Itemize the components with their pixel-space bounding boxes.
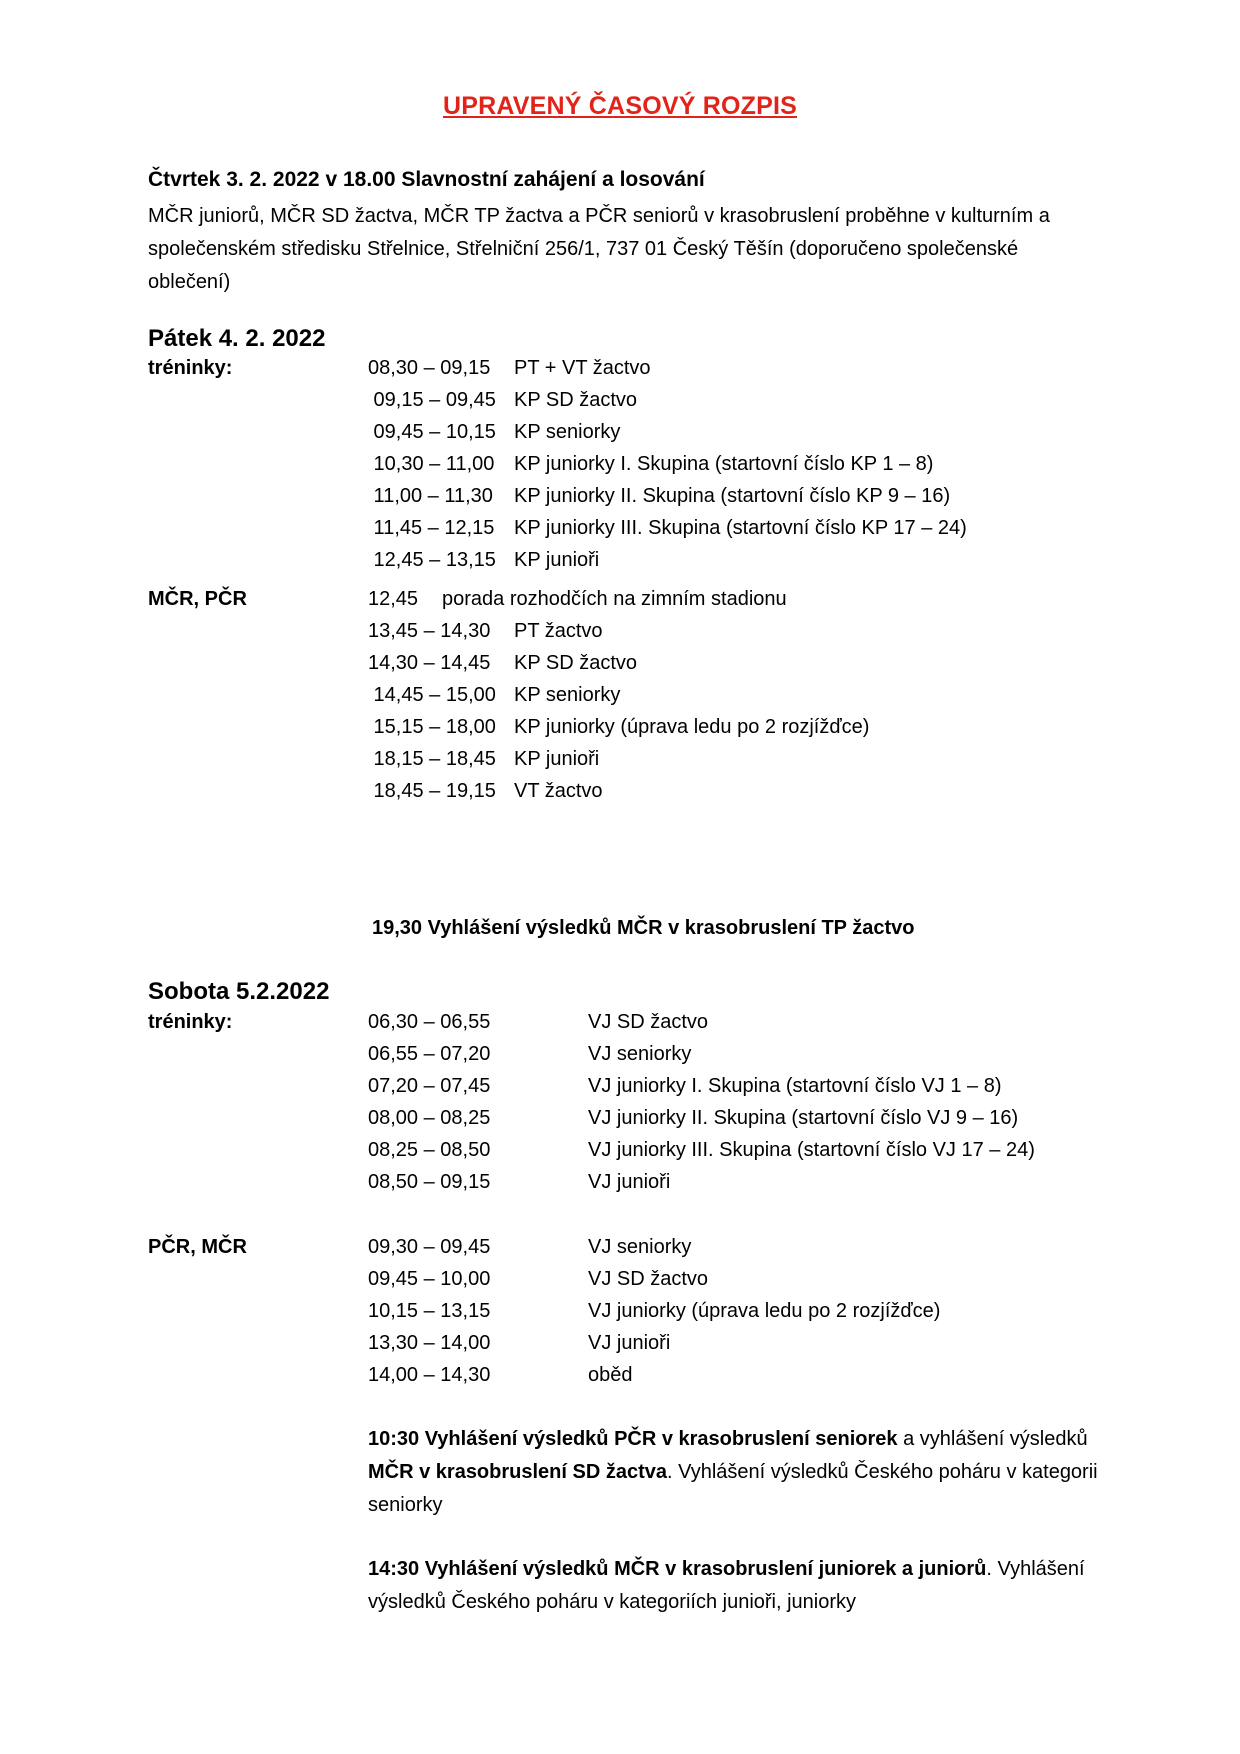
schedule-description: VJ junioři: [588, 1332, 671, 1354]
friday-heading: Pátek 4. 2. 2022: [148, 325, 326, 352]
schedule-time: 14,45 – 15,00: [368, 684, 496, 706]
note-bold-text: 14:30 Vyhlášení výsledků MČR v krasobruslení juniorek a juniorů: [368, 1558, 987, 1580]
schedule-description: KP junioři: [514, 549, 600, 571]
schedule-description: KP seniorky: [514, 684, 621, 706]
schedule-description: KP juniorky I. Skupina (startovní číslo KP 1 – 8): [514, 453, 934, 475]
saturday-note-1430: [368, 1553, 1098, 1619]
schedule-time: 12,45 – 13,15: [368, 549, 496, 571]
schedule-description: VJ SD žactvo: [588, 1268, 709, 1290]
schedule-description: KP junioři: [514, 748, 600, 770]
schedule-description: porada rozhodčích na zimním stadionu: [442, 588, 787, 610]
schedule-time: 14,00 – 14,30: [368, 1364, 491, 1386]
saturday-competition-label: PČR, MČR: [148, 1236, 247, 1258]
schedule-description: PT žactvo: [514, 620, 603, 642]
schedule-time: 18,15 – 18,45: [368, 748, 496, 770]
schedule-description: VJ seniorky: [588, 1043, 692, 1065]
schedule-description: KP SD žactvo: [514, 652, 638, 674]
schedule-time: 13,30 – 14,00: [368, 1332, 491, 1354]
schedule-description: oběd: [588, 1364, 633, 1386]
saturday-note-1030: [368, 1423, 1098, 1522]
friday-trainings-label: tréninky:: [148, 357, 233, 379]
schedule-description: VJ juniorky III. Skupina (startovní číslo VJ 17 – 24): [588, 1139, 1035, 1161]
schedule-time: 08,25 – 08,50: [368, 1139, 491, 1161]
saturday-heading: Sobota 5.2.2022: [148, 978, 330, 1005]
opening-heading: Čtvrtek 3. 2. 2022 v 18.00 Slavnostní zahájení a losování: [148, 168, 705, 191]
schedule-description: VJ junioři: [588, 1171, 671, 1193]
schedule-time: 18,45 – 19,15: [368, 780, 496, 802]
schedule-time: 08,00 – 08,25: [368, 1107, 491, 1129]
saturday-trainings-label: tréninky:: [148, 1011, 233, 1033]
schedule-time: 09,15 – 09,45: [368, 389, 496, 411]
schedule-description: VJ juniorky II. Skupina (startovní číslo VJ 9 – 16): [588, 1107, 1019, 1129]
schedule-time: 13,45 – 14,30: [368, 620, 491, 642]
schedule-description: VJ juniorky (úprava ledu po 2 rozjížďce): [588, 1300, 941, 1322]
opening-text: MČR juniorů, MČR SD žactva, MČR TP žactva a PČR seniorů v krasobruslení proběhne v kulturním a společenském středisku Střelnice, Střelniční 256/1, 737 01 Český Těšín (doporučeno společenské oblečení): [148, 205, 1050, 293]
schedule-time: 12,45: [368, 588, 419, 610]
schedule-description: VT žactvo: [514, 780, 603, 802]
schedule-time: 07,20 – 07,45: [368, 1075, 491, 1097]
schedule-time: 08,30 – 09,15: [368, 357, 491, 379]
schedule-description: VJ SD žactvo: [588, 1011, 709, 1033]
schedule-time: 14,30 – 14,45: [368, 652, 491, 674]
schedule-description: KP juniorky III. Skupina (startovní číslo KP 17 – 24): [514, 517, 967, 539]
note-text: a vyhlášení výsledků: [897, 1428, 1088, 1450]
schedule-time: 10,30 – 11,00: [368, 453, 495, 475]
page-title: UPRAVENÝ ČASOVÝ ROZPIS: [443, 92, 797, 120]
schedule-description: KP SD žactvo: [514, 389, 638, 411]
schedule-time: 11,00 – 11,30: [368, 485, 493, 507]
schedule-time: 06,55 – 07,20: [368, 1043, 491, 1065]
schedule-time: 09,30 – 09,45: [368, 1236, 491, 1258]
schedule-description: PT + VT žactvo: [514, 357, 651, 379]
note-bold-text: MČR v krasobruslení SD žactva: [368, 1461, 667, 1483]
schedule-description: VJ juniorky I. Skupina (startovní číslo VJ 1 – 8): [588, 1075, 1002, 1097]
schedule-time: 15,15 – 18,00: [368, 716, 496, 738]
note-text: . Vyhlášení výsledků Českého poháru v kategorii seniorky: [368, 1461, 1098, 1516]
note-text: . Vyhlášení výsledků Českého poháru v kategoriích junioři, juniorky: [368, 1558, 1085, 1613]
friday-announcement: 19,30 Vyhlášení výsledků MČR v krasobruslení TP žactvo: [372, 917, 915, 939]
friday-competition-label: MČR, PČR: [148, 588, 247, 610]
schedule-time: 09,45 – 10,15: [368, 421, 496, 443]
schedule-time: 06,30 – 06,55: [368, 1011, 491, 1033]
schedule-description: KP juniorky II. Skupina (startovní číslo KP 9 – 16): [514, 485, 951, 507]
schedule-description: KP juniorky (úprava ledu po 2 rozjížďce): [514, 716, 870, 738]
schedule-description: VJ seniorky: [588, 1236, 692, 1258]
schedule-time: 10,15 – 13,15: [368, 1300, 491, 1322]
schedule-description: KP seniorky: [514, 421, 621, 443]
schedule-time: 08,50 – 09,15: [368, 1171, 491, 1193]
schedule-time: 09,45 – 10,00: [368, 1268, 491, 1290]
schedule-time: 11,45 – 12,15: [368, 517, 495, 539]
note-bold-text: 10:30 Vyhlášení výsledků PČR v krasobruslení seniorek: [368, 1428, 898, 1450]
